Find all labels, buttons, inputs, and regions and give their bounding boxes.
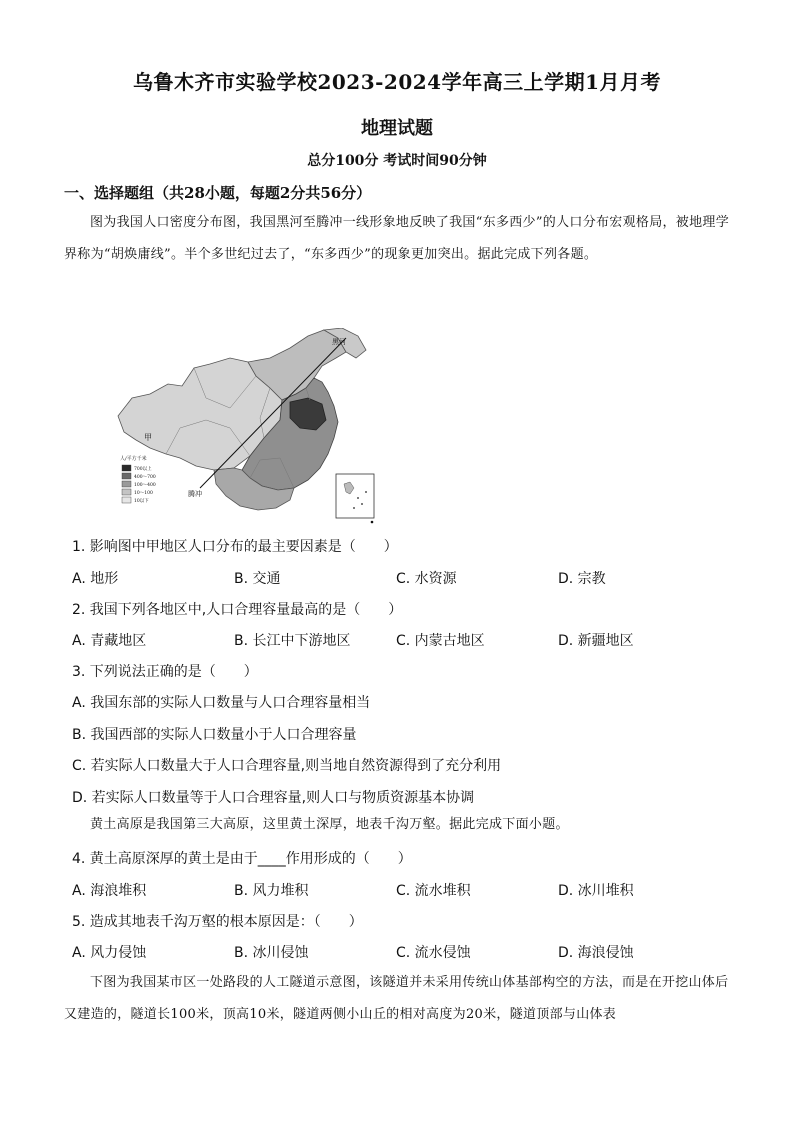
- question-5-stem: 5. 造成其地表千沟万壑的根本原因是：（ ）: [72, 914, 363, 930]
- option-d[interactable]: D. 若实际人口数量等于人口合理容量,则人口与物质资源基本协调: [72, 790, 475, 806]
- legend-label: 10以下: [134, 499, 149, 504]
- option-a[interactable]: A. 海浪堆积: [72, 883, 147, 899]
- intro-paragraph-2: 黄土高原是我国第三大高原，这里黄土深厚，地表千沟万壑。据此完成下面小题。: [90, 817, 569, 832]
- exam-title: 乌鲁木齐市实验学校2023-2024学年高三上学期1月月考: [132, 70, 662, 94]
- question-5-options: [72, 942, 692, 964]
- option-d[interactable]: D. 宗教: [558, 571, 606, 587]
- option-a[interactable]: A. 地形: [72, 571, 119, 587]
- section-heading: 一、选择题组（共28小题，每题2分共56分）: [64, 184, 372, 202]
- subject-title: 地理试题: [361, 118, 433, 139]
- south-china-sea-inset: [336, 474, 374, 518]
- label-tengchong: 腾冲: [188, 490, 202, 498]
- exam-meta: 总分100分 考试时间90分钟: [307, 153, 487, 169]
- legend-swatch: [122, 481, 131, 487]
- option-d[interactable]: D. 海浪侵蚀: [558, 945, 634, 961]
- question-4-stem: 4. 黄土高原深厚的黄土是由于____作用形成的（ ）: [72, 851, 412, 867]
- option-b[interactable]: B. 冰川侵蚀: [234, 945, 309, 961]
- intro-paragraph-1: 图为我国人口密度分布图，我国黑河至腾冲一线形象地反映了我国“东多西少”的人口分布宏观格局，被地理学界称为“胡焕庸线”。半个多世纪过去了，“东多西少”的现象更加突出。据此完成下列各题。: [64, 215, 729, 262]
- option-c[interactable]: C. 内蒙古地区: [396, 633, 485, 649]
- option-b[interactable]: B. 风力堆积: [234, 883, 309, 899]
- legend-swatch: [122, 497, 131, 503]
- legend-label: 10～100: [134, 491, 153, 496]
- option-c[interactable]: C. 若实际人口数量大于人口合理容量,则当地自然资源得到了充分利用: [72, 758, 502, 774]
- option-a[interactable]: A. 风力侵蚀: [72, 945, 147, 961]
- legend-swatch: [122, 489, 131, 495]
- legend-label: 700以上: [134, 467, 152, 472]
- option-c[interactable]: C. 水资源: [396, 571, 457, 587]
- option-b[interactable]: B. 长江中下游地区: [234, 633, 351, 649]
- legend-swatch: [122, 465, 131, 471]
- question-2-options: [72, 630, 692, 652]
- population-density-map: [110, 328, 382, 524]
- label-jia: 甲: [144, 433, 152, 442]
- legend-swatch: [122, 473, 131, 479]
- label-heihe: 黑河: [332, 338, 346, 346]
- legend-title: 人/平方千米: [120, 456, 147, 462]
- option-c[interactable]: C. 流水堆积: [396, 883, 471, 899]
- option-b[interactable]: B. 交通: [234, 571, 281, 587]
- question-3-stem: 3. 下列说法正确的是（ ）: [72, 664, 258, 680]
- intro-paragraph-3: 下图为我国某市区一处路段的人工隧道示意图，该隧道并未采用传统山体基部构空的方法，而是在开挖山体后又建造的，隧道长100米，顶高10米，隧道两侧小山丘的相对高度为20米，隧道顶部与山体表: [64, 975, 729, 1022]
- map-legend: [120, 455, 156, 504]
- question-2-stem: 2. 我国下列各地区中,人口合理容量最高的是（ ）: [72, 602, 403, 618]
- legend-label: 100～400: [134, 483, 156, 488]
- option-d[interactable]: D. 冰川堆积: [558, 883, 634, 899]
- question-4-options: [72, 880, 692, 902]
- option-b[interactable]: B. 我国西部的实际人口数量小于人口合理容量: [72, 727, 357, 743]
- question-1-options: [72, 568, 692, 590]
- legend-label: 400～700: [134, 475, 156, 480]
- option-a[interactable]: A. 青藏地区: [72, 633, 147, 649]
- option-d[interactable]: D. 新疆地区: [558, 633, 634, 649]
- question-1-stem: 1. 影响图中甲地区人口分布的最主要因素是（ ）: [72, 539, 398, 555]
- option-c[interactable]: C. 流水侵蚀: [396, 945, 471, 961]
- option-a[interactable]: A. 我国东部的实际人口数量与人口合理容量相当: [72, 695, 371, 711]
